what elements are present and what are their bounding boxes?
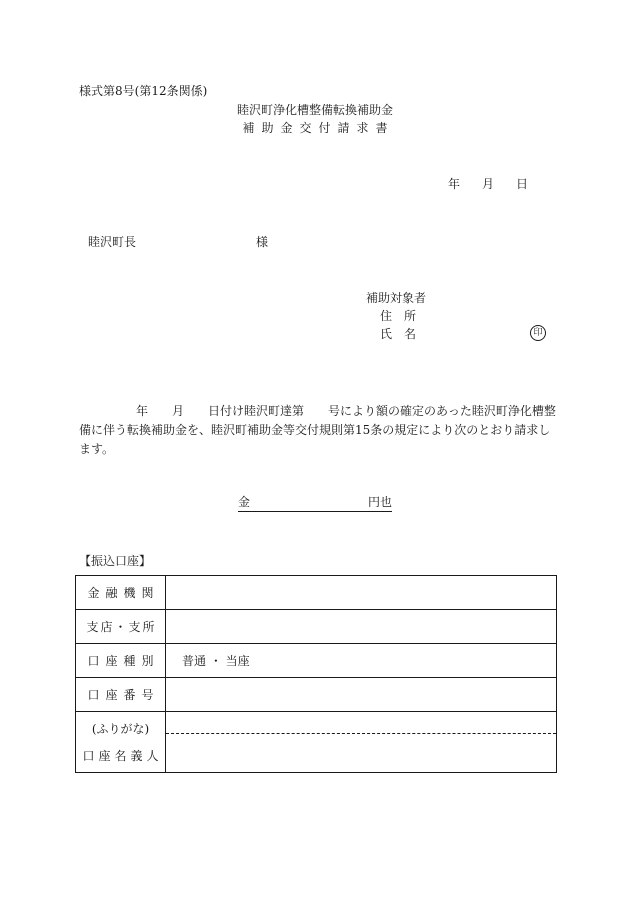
account-number-field[interactable] bbox=[166, 678, 557, 712]
table-row bbox=[76, 576, 557, 610]
addressee-office: 睦沢町長 bbox=[88, 235, 137, 249]
date-line bbox=[448, 178, 528, 190]
table-row bbox=[76, 712, 557, 773]
amount-prefix: 金 bbox=[238, 495, 251, 509]
account-type-options[interactable]: 普通 ・ 当座 bbox=[166, 644, 557, 678]
table-row bbox=[76, 678, 557, 712]
addressee-honorific: 様 bbox=[256, 235, 269, 249]
holder-name-label: 口座名義人 bbox=[82, 749, 163, 763]
account-number-label: 口座番号 bbox=[76, 678, 166, 712]
form-number-label: 様式第8号(第12条関係) bbox=[79, 84, 208, 98]
account-type-label: 口座種別 bbox=[76, 644, 166, 678]
amount-suffix: 円也 bbox=[367, 495, 392, 509]
account-holder-field[interactable] bbox=[166, 712, 557, 773]
body-rest: 号により額の確定のあった睦沢町浄化槽整備に伴う転換補助金を、睦沢町補助金等交付規則第15条の規定により次のとおり請求します。 bbox=[79, 404, 556, 456]
bank-account-heading: 【振込口座】 bbox=[79, 554, 152, 568]
seal-mark: 印 bbox=[530, 325, 546, 341]
furigana-dashed-line bbox=[166, 712, 556, 734]
body-month: 月 bbox=[172, 404, 185, 418]
document-subtitle: 補助金交付請求書 bbox=[242, 121, 395, 135]
date-day: 日 bbox=[516, 177, 529, 191]
branch-label: 支店・支所 bbox=[76, 610, 166, 644]
date-year: 年 bbox=[448, 177, 461, 191]
bank-name-label: 金融機関 bbox=[76, 576, 166, 610]
table-row bbox=[76, 644, 557, 678]
date-month: 月 bbox=[482, 177, 495, 191]
address-label: 住 所 bbox=[380, 309, 417, 323]
account-holder-label bbox=[76, 712, 166, 773]
applicant-role: 補助対象者 bbox=[366, 291, 427, 305]
bank-name-field[interactable] bbox=[166, 576, 557, 610]
table-row bbox=[76, 610, 557, 644]
name-label: 氏 名 bbox=[380, 327, 417, 341]
document-title: 睦沢町浄化槽整備転換補助金 bbox=[236, 103, 393, 117]
furigana-label: (ふりがな) bbox=[91, 722, 150, 736]
amount-line bbox=[238, 496, 392, 512]
request-body-text bbox=[79, 402, 559, 459]
branch-field[interactable] bbox=[166, 610, 557, 644]
bank-account-table bbox=[75, 575, 557, 773]
body-year: 年 bbox=[136, 404, 149, 418]
body-dated: 日付け睦沢町達第 bbox=[208, 404, 305, 418]
